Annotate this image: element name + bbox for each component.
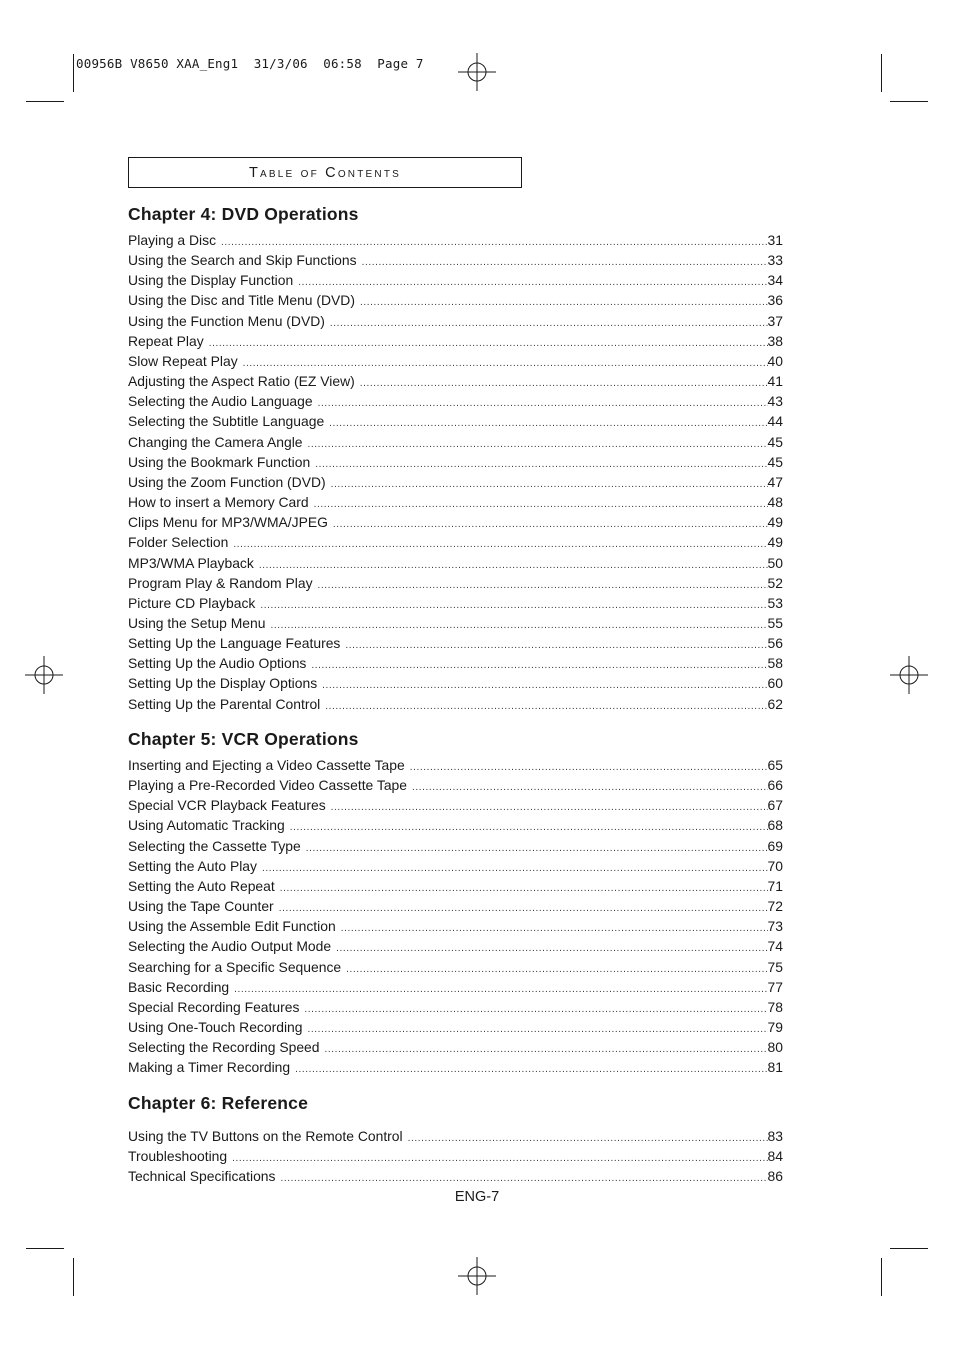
toc-entry[interactable] <box>128 959 783 979</box>
toc-entry-page: 45 <box>767 453 783 470</box>
toc-entry[interactable] <box>128 232 783 252</box>
crop-mark <box>881 1258 882 1296</box>
toc-entry-label: Using the Tape Counter <box>128 898 274 915</box>
toc-entry-label: Selecting the Audio Output Mode <box>128 938 332 955</box>
toc-entry-label: Special VCR Playback Features <box>128 797 326 814</box>
dot-leader <box>221 237 768 248</box>
toc-entry-page: 44 <box>767 413 783 430</box>
toc-entry-page: 72 <box>767 898 783 915</box>
toc-entry-page: 67 <box>767 797 783 814</box>
toc-entry-page: 56 <box>767 635 783 652</box>
toc-entry-page: 34 <box>767 272 783 289</box>
crop-mark <box>73 54 74 92</box>
dot-leader <box>295 1064 767 1075</box>
toc-entry-page: 37 <box>767 312 783 329</box>
toc-entry-label: Using the Display Function <box>128 272 294 289</box>
toc-entry[interactable] <box>128 838 783 858</box>
toc-entry[interactable] <box>128 797 783 817</box>
toc-entry[interactable] <box>128 514 783 534</box>
toc-entry-label: Setting Up the Language Features <box>128 635 341 652</box>
dot-leader <box>318 580 768 591</box>
toc-entry-label: Selecting the Cassette Type <box>128 837 301 854</box>
toc-entry[interactable] <box>128 999 783 1019</box>
registration-mark-icon <box>890 656 928 694</box>
dot-leader <box>362 257 768 268</box>
dot-leader <box>330 318 768 329</box>
registration-mark-icon <box>25 656 63 694</box>
dot-leader <box>290 822 768 833</box>
toc-entry-label: Using the Setup Menu <box>128 614 266 631</box>
chapter-heading: Chapter 6: Reference <box>128 1093 309 1113</box>
toc-entry-label: Using the Bookmark Function <box>128 453 311 470</box>
toc-entry-page: 41 <box>767 373 783 390</box>
toc-entry-page: 83 <box>767 1128 783 1144</box>
toc-entry-label: Selecting the Subtitle Language <box>128 413 325 430</box>
toc-entry[interactable] <box>128 878 783 898</box>
toc-entry-list <box>128 757 783 1080</box>
toc-entry-page: 38 <box>767 332 783 349</box>
toc-entry-page: 86 <box>767 1168 783 1185</box>
dot-leader <box>410 762 768 773</box>
toc-entry[interactable] <box>128 575 783 595</box>
toc-entry-page: 80 <box>767 1039 783 1056</box>
toc-entry-label: Folder Selection <box>128 534 229 551</box>
toc-entry-label: Using the Search and Skip Functions <box>128 252 357 269</box>
toc-entry-page: 52 <box>767 574 783 591</box>
toc-entry-page: 53 <box>767 594 783 611</box>
toc-entry-label: Program Play & Random Play <box>128 574 313 591</box>
toc-entry-label: MP3/WMA Playback <box>128 554 254 571</box>
toc-entry-label: Adjusting the Aspect Ratio (EZ View) <box>128 373 355 390</box>
toc-entry-label: Setting Up the Audio Options <box>128 655 307 672</box>
toc-entry-page: 78 <box>767 998 783 1015</box>
toc-entry[interactable] <box>128 898 783 918</box>
dot-leader <box>331 479 768 490</box>
toc-entry[interactable] <box>128 353 783 373</box>
toc-entry-label: Clips Menu for MP3/WMA/JPEG <box>128 514 328 531</box>
toc-entry[interactable] <box>128 1039 783 1059</box>
dot-leader <box>304 1004 767 1015</box>
toc-entry[interactable] <box>128 696 783 716</box>
toc-entry-page: 58 <box>767 655 783 672</box>
toc-entry-page: 31 <box>767 232 783 248</box>
dot-leader <box>315 459 767 470</box>
registration-mark-icon <box>458 53 496 91</box>
toc-entry[interactable] <box>128 1148 783 1168</box>
toc-entry-list <box>128 232 783 716</box>
toc-entry-label: Using the Function Menu (DVD) <box>128 312 325 329</box>
toc-entry-label: Setting the Auto Repeat <box>128 877 275 894</box>
dot-leader <box>322 680 767 691</box>
toc-entry-page: 69 <box>767 837 783 854</box>
toc-entry[interactable] <box>128 615 783 635</box>
toc-entry-label: Selecting the Recording Speed <box>128 1039 320 1056</box>
dot-leader <box>325 701 767 712</box>
dot-leader <box>262 863 768 874</box>
dot-leader <box>232 1153 767 1164</box>
toc-entry-page: 70 <box>767 857 783 874</box>
toc-entry-page: 60 <box>767 675 783 692</box>
toc-entry-label: Setting the Auto Play <box>128 857 257 874</box>
dot-leader <box>234 984 767 995</box>
toc-entry-page: 66 <box>767 777 783 794</box>
toc-entry-page: 45 <box>767 433 783 450</box>
toc-entry[interactable] <box>128 1019 783 1039</box>
toc-entry[interactable] <box>128 434 783 454</box>
toc-entry-list <box>128 1128 783 1188</box>
dot-leader <box>243 358 768 369</box>
toc-entry[interactable] <box>128 1168 783 1188</box>
dot-leader <box>209 338 768 349</box>
crop-mark <box>73 1258 74 1296</box>
dot-leader <box>325 1044 768 1055</box>
toc-entry[interactable] <box>128 494 783 514</box>
toc-entry-label: Troubleshooting <box>128 1148 228 1165</box>
toc-entry-page: 74 <box>767 938 783 955</box>
dot-leader <box>298 277 767 288</box>
toc-entry-page: 43 <box>767 393 783 410</box>
toc-entry-label: Picture CD Playback <box>128 594 256 611</box>
toc-entry-page: 40 <box>767 352 783 369</box>
dot-leader <box>331 802 768 813</box>
toc-header-box <box>128 157 522 188</box>
toc-entry[interactable] <box>128 555 783 575</box>
dot-leader <box>336 943 767 954</box>
toc-entry[interactable] <box>128 474 783 494</box>
dot-leader <box>360 297 768 308</box>
chapter-heading: Chapter 5: VCR Operations <box>128 729 359 749</box>
toc-entry-label: Inserting and Ejecting a Video Cassette Tape <box>128 757 405 773</box>
toc-entry[interactable] <box>128 373 783 393</box>
toc-entry[interactable] <box>128 292 783 312</box>
toc-entry-page: 68 <box>767 817 783 834</box>
toc-entry[interactable] <box>128 252 783 272</box>
toc-entry-page: 49 <box>767 534 783 551</box>
toc-entry-label: Making a Timer Recording <box>128 1059 291 1076</box>
toc-entry-page: 81 <box>767 1059 783 1076</box>
page-number: ENG-7 <box>454 1189 500 1205</box>
dot-leader <box>360 378 768 389</box>
toc-entry-label: Selecting the Audio Language <box>128 393 313 410</box>
dot-leader <box>279 903 768 914</box>
toc-entry-label: Using the Disc and Title Menu (DVD) <box>128 292 355 309</box>
toc-entry-page: 79 <box>767 1019 783 1036</box>
toc-entry[interactable] <box>128 675 783 695</box>
registration-mark-icon <box>458 1257 496 1295</box>
toc-entry[interactable] <box>128 1059 783 1079</box>
dot-leader <box>259 560 768 571</box>
toc-entry[interactable] <box>128 777 783 797</box>
toc-entry-label: Playing a Pre-Recorded Video Cassette Tape <box>128 777 408 794</box>
toc-entry[interactable] <box>128 534 783 554</box>
dot-leader <box>280 1173 767 1184</box>
toc-entry-page: 62 <box>767 695 783 712</box>
toc-entry-page: 65 <box>767 757 783 773</box>
toc-entry-label: How to insert a Memory Card <box>128 494 309 511</box>
toc-entry-label: Setting Up the Display Options <box>128 675 318 692</box>
toc-entry[interactable] <box>128 858 783 878</box>
toc-entry-page: 73 <box>767 918 783 935</box>
toc-entry[interactable] <box>128 979 783 999</box>
toc-entry[interactable] <box>128 313 783 333</box>
dot-leader <box>412 782 768 793</box>
toc-entry-page: 50 <box>767 554 783 571</box>
toc-entry-label: Special Recording Features <box>128 998 300 1015</box>
toc-entry-label: Basic Recording <box>128 978 230 995</box>
toc-entry-page: 36 <box>767 292 783 309</box>
toc-entry[interactable] <box>128 938 783 958</box>
toc-title: Table of Contents <box>248 165 402 181</box>
toc-entry[interactable] <box>128 817 783 837</box>
dot-leader <box>329 418 767 429</box>
dot-leader <box>311 660 767 671</box>
toc-entry[interactable] <box>128 757 783 777</box>
dot-leader <box>346 964 767 975</box>
toc-entry-label: Repeat Play <box>128 332 204 349</box>
dot-leader <box>345 640 767 651</box>
dot-leader <box>333 519 768 530</box>
toc-entry-page: 55 <box>767 614 783 631</box>
toc-entry-label: Searching for a Specific Sequence <box>128 958 342 975</box>
print-slug: 00956B V8650 XAA_Eng1 31/3/06 06:58 Page 7 <box>76 56 424 71</box>
toc-entry[interactable] <box>128 918 783 938</box>
dot-leader <box>308 1024 768 1035</box>
toc-entry-page: 48 <box>767 494 783 511</box>
dot-leader <box>306 843 768 854</box>
toc-entry[interactable] <box>128 333 783 353</box>
toc-entry[interactable] <box>128 1128 783 1148</box>
dot-leader <box>318 398 768 409</box>
toc-entry-page: 33 <box>767 252 783 269</box>
crop-mark <box>881 54 882 92</box>
toc-entry-label: Setting Up the Parental Control <box>128 695 321 712</box>
dot-leader <box>260 600 767 611</box>
toc-entry-page: 71 <box>767 877 783 894</box>
toc-entry[interactable] <box>128 635 783 655</box>
toc-entry-label: Slow Repeat Play <box>128 352 238 369</box>
toc-entry[interactable] <box>128 393 783 413</box>
dot-leader <box>308 439 768 450</box>
toc-entry[interactable] <box>128 454 783 474</box>
toc-entry-label: Changing the Camera Angle <box>128 433 303 450</box>
toc-entry-page: 49 <box>767 514 783 531</box>
toc-entry-label: Using the TV Buttons on the Remote Control <box>128 1128 403 1144</box>
toc-entry-page: 47 <box>767 473 783 490</box>
toc-entry[interactable] <box>128 595 783 615</box>
toc-entry-label: Using the Assemble Edit Function <box>128 918 336 935</box>
toc-entry-label: Technical Specifications <box>128 1168 276 1185</box>
toc-entry-label: Using the Zoom Function (DVD) <box>128 473 326 490</box>
crop-mark <box>26 1248 64 1249</box>
toc-entry-label: Using Automatic Tracking <box>128 817 285 834</box>
dot-leader <box>270 620 767 631</box>
toc-entry-page: 75 <box>767 958 783 975</box>
toc-entry[interactable] <box>128 272 783 292</box>
toc-entry-page: 77 <box>767 978 783 995</box>
chapter-heading: Chapter 4: DVD Operations <box>128 204 359 224</box>
crop-mark <box>26 101 64 102</box>
toc-entry-label: Playing a Disc <box>128 232 217 248</box>
toc-entry-label: Using One-Touch Recording <box>128 1019 303 1036</box>
dot-leader <box>280 883 768 894</box>
toc-entry-page: 84 <box>767 1148 783 1165</box>
toc-entry[interactable] <box>128 655 783 675</box>
dot-leader <box>233 539 767 550</box>
dot-leader <box>314 499 768 510</box>
dot-leader <box>408 1133 768 1144</box>
crop-mark <box>890 1248 928 1249</box>
toc-entry[interactable] <box>128 413 783 433</box>
crop-mark <box>890 101 928 102</box>
dot-leader <box>341 923 768 934</box>
